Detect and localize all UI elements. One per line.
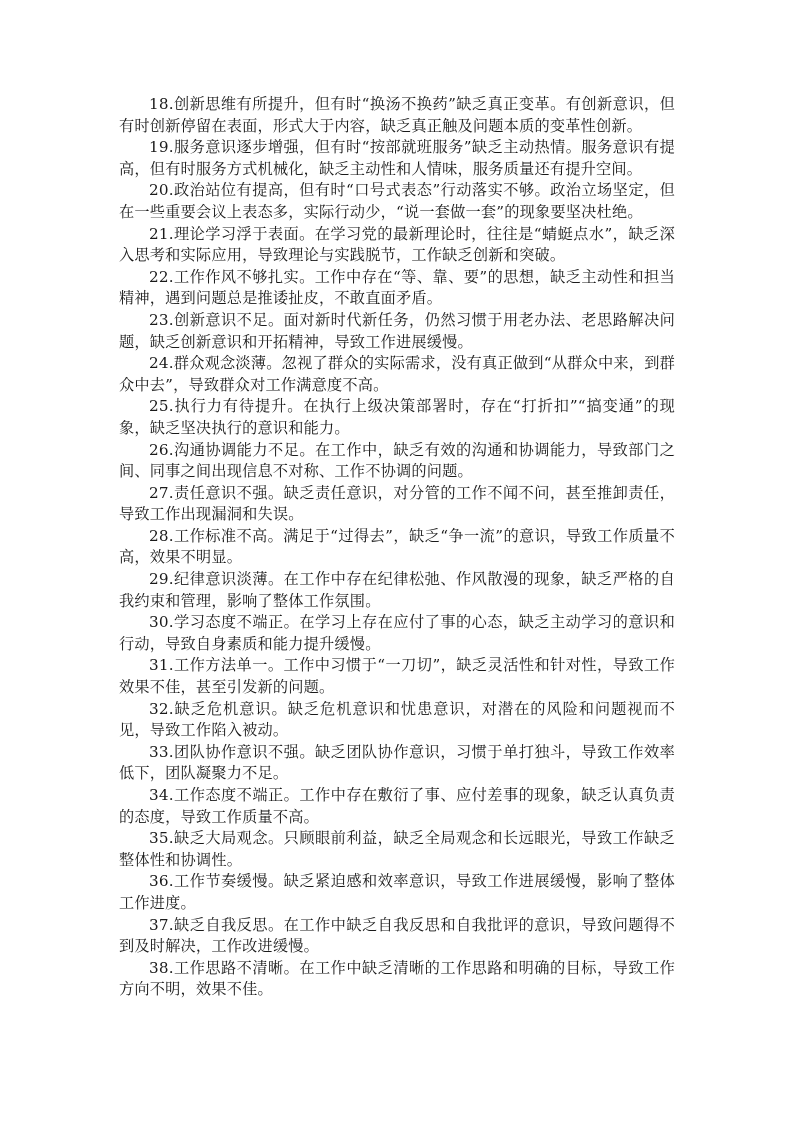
paragraph-29: 29.纪律意识淡薄。在工作中存在纪律松弛、作风散漫的现象，缺乏严格的自我约束和管理，影响了整体工作氛围。: [119, 570, 675, 610]
paragraph-36: 36.工作节奏缓慢。缺乏紧迫感和效率意识，导致工作进展缓慢，影响了整体工作进度。: [119, 872, 675, 912]
document-page: [119, 94, 675, 1001]
paragraph-38: 38.工作思路不清晰。在工作中缺乏清晰的工作思路和明确的目标，导致工作方向不明，效果不佳。: [119, 958, 675, 999]
paragraph-31: 31.工作方法单一。工作中习惯于“一刀切”，缺乏灵活性和针对性，导致工作效果不佳，甚至引发新的问题。: [119, 656, 675, 697]
paragraph-23: 23.创新意识不足。面对新时代新任务，仍然习惯于用老办法、老思路解决问题，缺乏创新意识和开拓精神，导致工作进展缓慢。: [119, 310, 675, 351]
paragraph-18: 18.创新思维有所提升，但有时“换汤不换药”缺乏真正变革。有创新意识，但有时创新停留在表面，形式大于内容，缺乏真正触及问题本质的变革性创新。: [119, 95, 675, 135]
paragraph-20: 20.政治站位有提高，但有时“口号式表态”行动落实不够。政治立场坚定，但在一些重要会议上表态多，实际行动少，“说一套做一套”的现象要坚决杜绝。: [119, 181, 675, 221]
paragraph-30: 30.学习态度不端正。在学习上存在应付了事的心态，缺乏主动学习的意识和行动，导致自身素质和能力提升缓慢。: [119, 613, 675, 653]
paragraph-33: 33.团队协作意识不强。缺乏团队协作意识，习惯于单打独斗，导致工作效率低下，团队凝聚力不足。: [119, 742, 675, 783]
paragraph-27: 27.责任意识不强。缺乏责任意识，对分管的工作不闻不问，甚至推卸责任，导致工作出现漏洞和失误。: [119, 483, 675, 524]
paragraph-21: 21.理论学习浮于表面。在学习党的最新理论时，往往是“蜻蜓点水”，缺乏深入思考和实际应用，导致理论与实践脱节，工作缺乏创新和突破。: [119, 224, 675, 265]
paragraph-28: 28.工作标准不高。满足于“过得去”，缺乏“争一流”的意识，导致工作质量不高，效果不明显。: [119, 526, 675, 567]
paragraph-34: 34.工作态度不端正。工作中存在敷衍了事、应付差事的现象，缺乏认真负责的态度，导致工作质量不高。: [119, 786, 675, 826]
paragraph-19: 19.服务意识逐步增强，但有时“按部就班服务”缺乏主动热情。服务意识有提高，但有时服务方式机械化，缺乏主动性和人情味，服务质量还有提升空间。: [119, 138, 675, 178]
paragraph-24: 24.群众观念淡薄。忽视了群众的实际需求，没有真正做到“从群众中来，到群众中去”，导致群众对工作满意度不高。: [119, 354, 675, 394]
paragraph-37: 37.缺乏自我反思。在工作中缺乏自我反思和自我批评的意识，导致问题得不到及时解决，工作改进缓慢。: [119, 915, 675, 956]
paragraph-35: 35.缺乏大局观念。只顾眼前利益，缺乏全局观念和长远眼光，导致工作缺乏整体性和协调性。: [119, 829, 675, 869]
paragraph-22: 22.工作作风不够扎实。工作中存在“等、靠、要”的思想，缺乏主动性和担当精神，遇到问题总是推诿扯皮，不敢直面矛盾。: [119, 267, 675, 308]
paragraph-25: 25.执行力有待提升。在执行上级决策部署时，存在“打折扣”“搞变通”的现象，缺乏坚决执行的意识和能力。: [119, 397, 675, 437]
paragraph-32: 32.缺乏危机意识。缺乏危机意识和忧患意识，对潜在的风险和问题视而不见，导致工作陷入被动。: [119, 699, 675, 740]
paragraph-26: 26.沟通协调能力不足。在工作中，缺乏有效的沟通和协调能力，导致部门之间、同事之间出现信息不对称、工作不协调的问题。: [119, 440, 675, 481]
